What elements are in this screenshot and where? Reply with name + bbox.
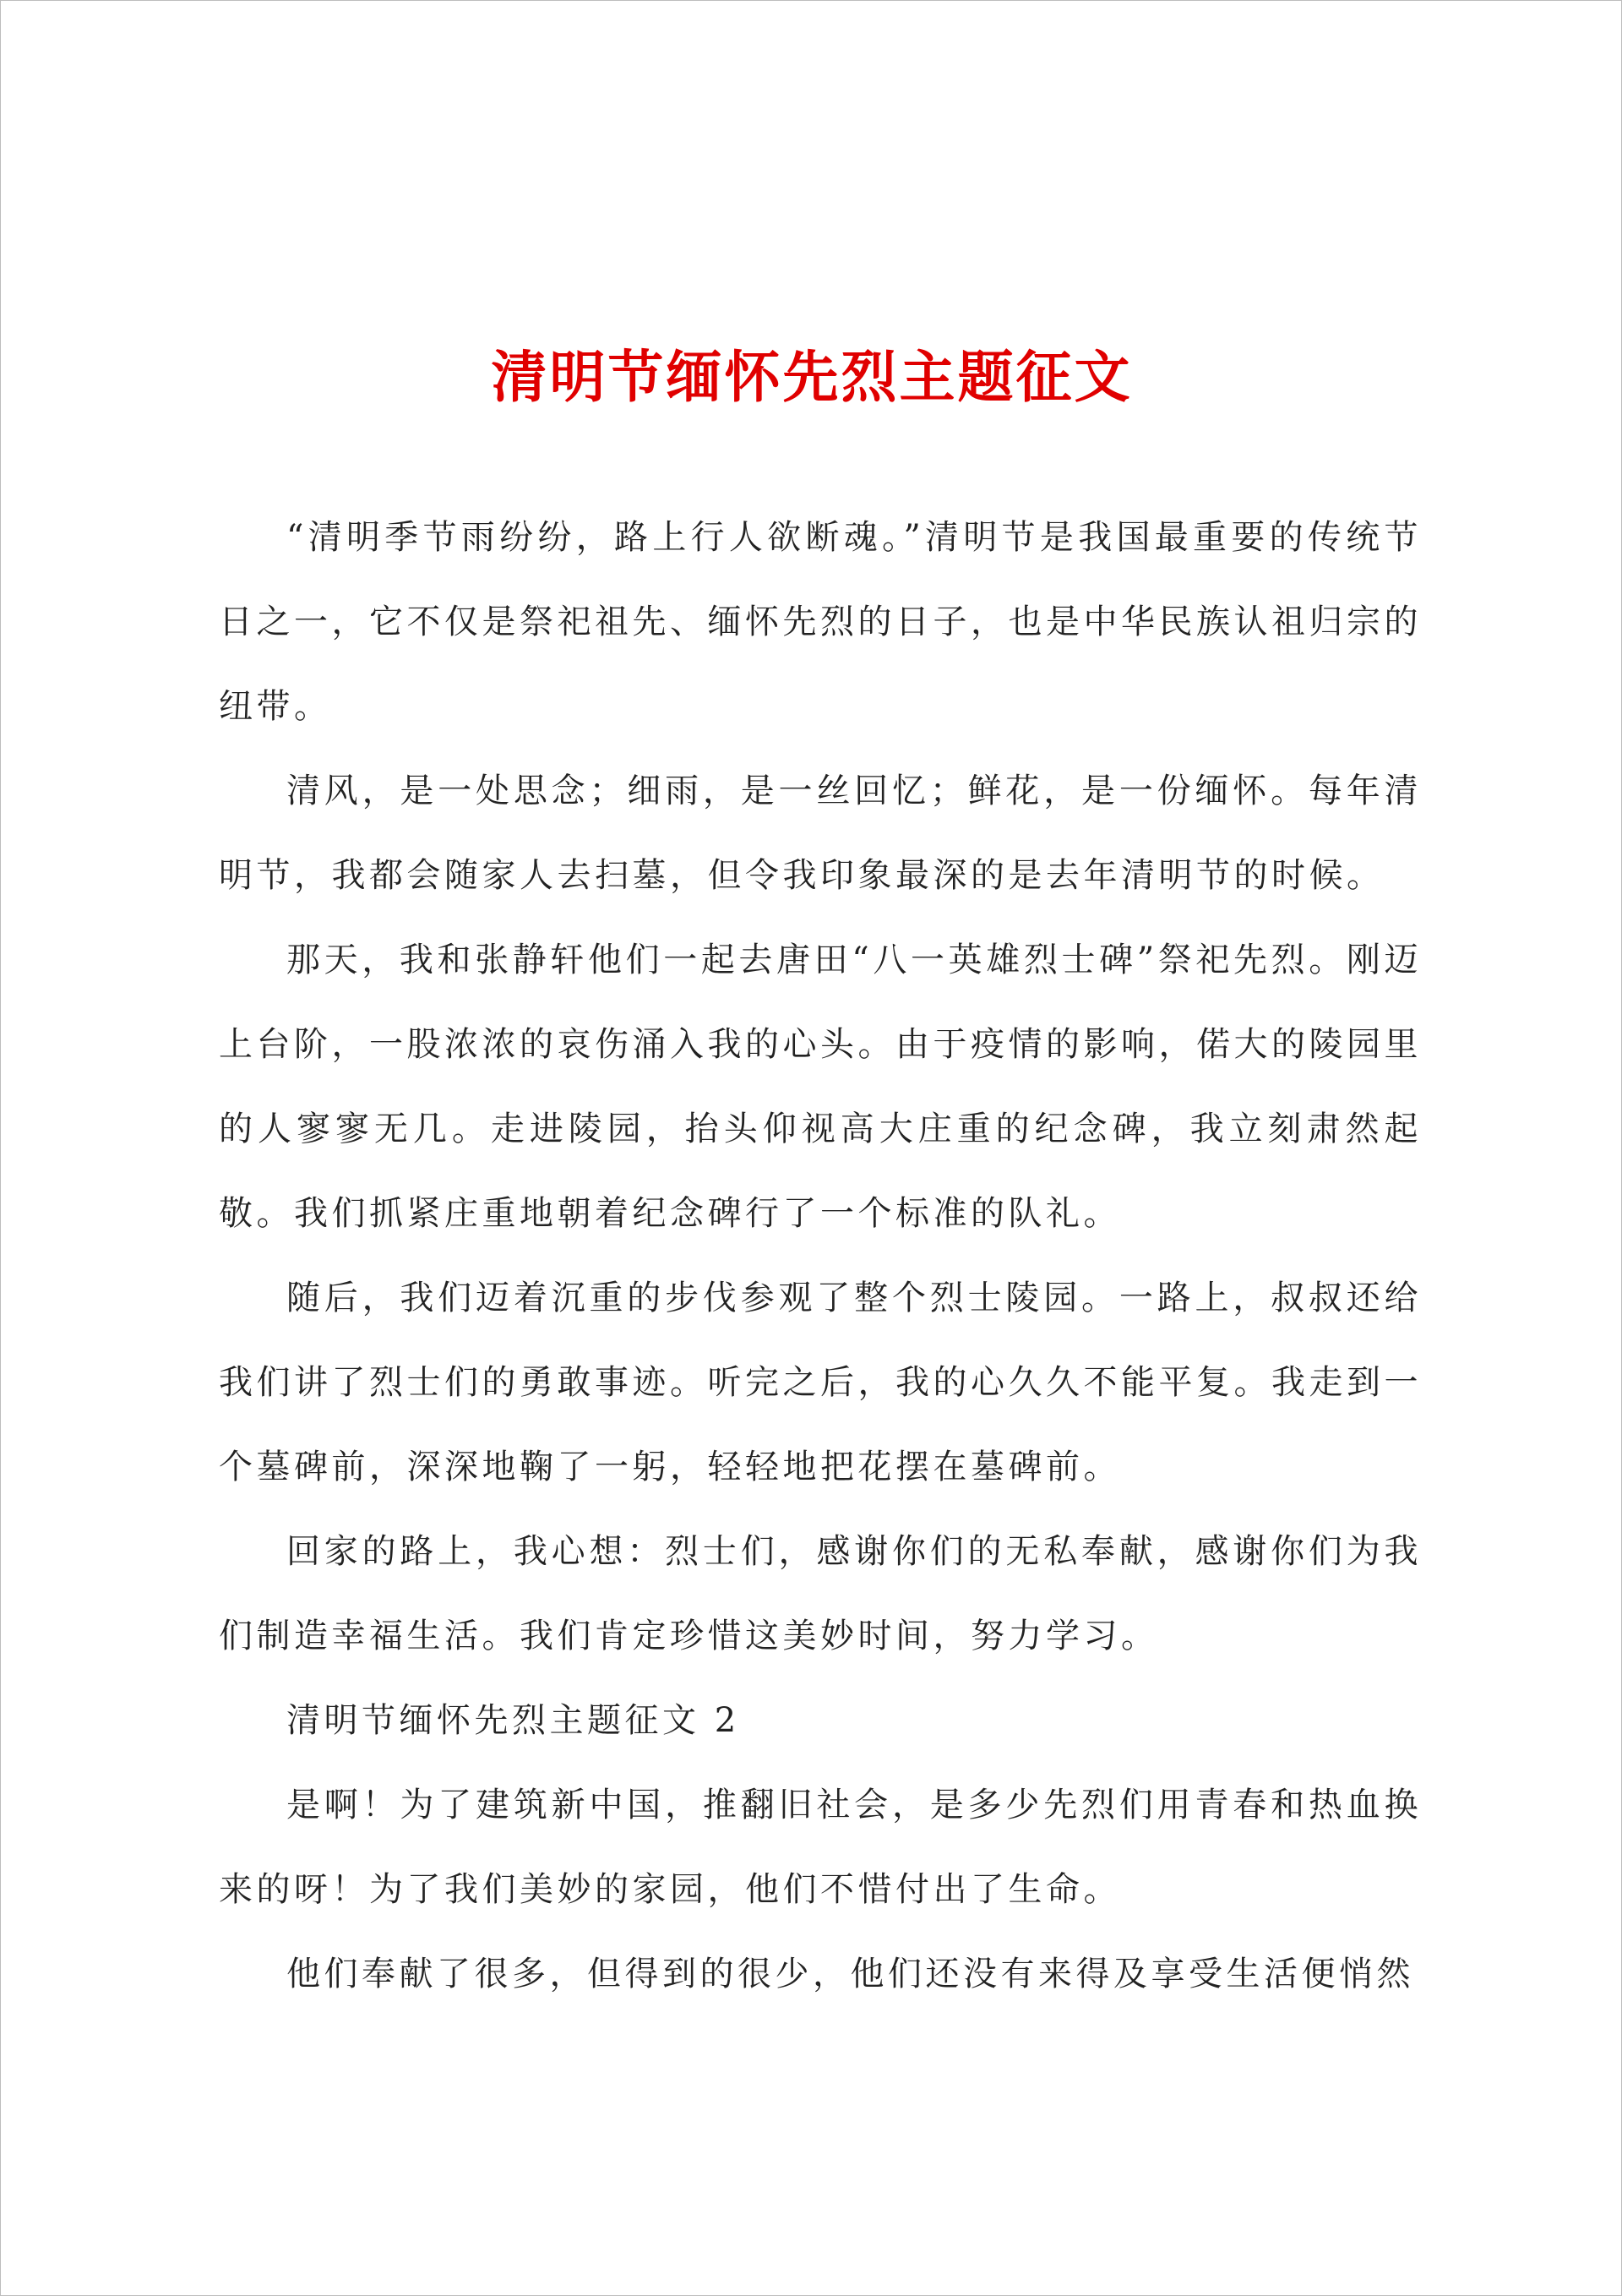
paragraph-essay-2-opening: 是啊！为了建筑新中国，推翻旧社会，是多少先烈们用青春和热血换来的呀！为了我们美妙的家园，他们不惜付出了生命。 bbox=[219, 1786, 1422, 1909]
paragraph-intro: “清明季节雨纷纷，路上行人欲断魂。”清明节是我国最重要的传统节日之一，它不仅是祭祀祖先、缅怀先烈的日子，也是中华民族认祖归宗的纽带。 bbox=[219, 518, 1422, 726]
paragraph-visit: 那天，我和张静轩他们一起去唐田“八一英雄烈士碑”祭祀先烈。刚迈上台阶，一股浓浓的哀伤涌入我的心头。由于疫情的影响，偌大的陵园里的人寥寥无几。走进陵园，抬头仰视高大庄重的纪念碑，我立刻肃然起敬。我们抓紧庄重地朝着纪念碑行了一个标准的队礼。 bbox=[219, 941, 1422, 1233]
paragraph-essay-2-continued: 他们奉献了很多，但得到的很少，他们还没有来得及享受生活便悄然 bbox=[286, 1955, 1414, 1993]
document-body bbox=[219, 495, 1422, 2016]
document-title: 清明节缅怀先烈主题征文 bbox=[491, 344, 1133, 410]
paragraph-memories: 清风，是一处思念；细雨，是一丝回忆；鲜花，是一份缅怀。每年清明节，我都会随家人去扫墓，但令我印象最深的是去年清明节的时候。 bbox=[219, 772, 1422, 895]
section-heading-essay-2: 清明节缅怀先烈主题征文 2 bbox=[286, 1701, 740, 1740]
paragraph-tour: 随后，我们迈着沉重的步伐参观了整个烈士陵园。一路上，叔叔还给我们讲了烈士们的勇敢事迹。听完之后，我的心久久不能平复。我走到一个墓碑前，深深地鞠了一躬，轻轻地把花摆在墓碑前。 bbox=[219, 1279, 1422, 1486]
paragraph-reflection: 回家的路上，我心想：烈士们，感谢你们的无私奉献，感谢你们为我们制造幸福生活。我们肯定珍惜这美妙时间，努力学习。 bbox=[219, 1532, 1422, 1655]
